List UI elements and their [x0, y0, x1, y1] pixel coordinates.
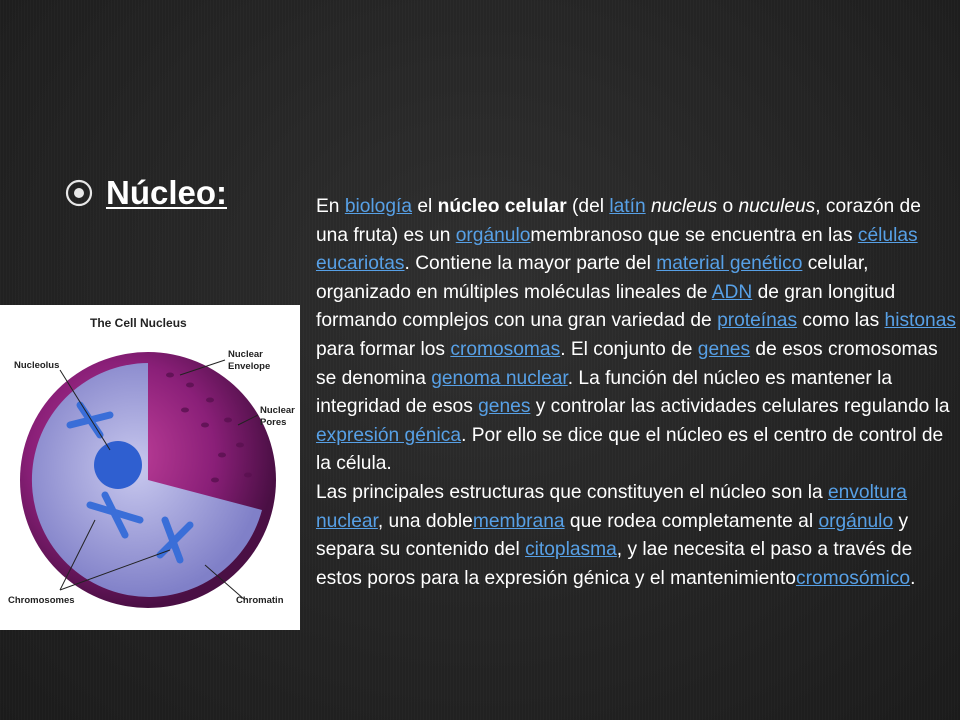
link-eucariotas[interactable]: eucariotas [316, 253, 405, 275]
link-organulo-2[interactable]: orgánulo [818, 510, 894, 532]
text-span: de esos cromosomas se denomina [316, 338, 938, 389]
link-cromosomico[interactable]: cromosómico [795, 567, 911, 589]
cell-nucleus-figure [0, 305, 300, 630]
text-span: celular, organizado en múltiples moléculas lineales de [316, 253, 869, 303]
italic-nucleus: nucleus [650, 196, 718, 217]
text-span: que rodea completamente al [564, 510, 819, 532]
link-celulas[interactable]: células [857, 224, 918, 246]
link-citoplasma[interactable]: citoplasma [525, 539, 617, 561]
label-nuclear-pores-2: Pores [260, 417, 287, 428]
link-membrana[interactable]: membrana [472, 510, 565, 532]
text-span: (del [566, 196, 610, 217]
figure-title: The Cell Nucleus [90, 316, 187, 330]
link-histonas[interactable]: histonas [884, 310, 956, 332]
label-chromatin: Chromatin [236, 595, 284, 606]
slide-title: Núcleo: [106, 174, 228, 211]
text-span: y separa su contenido del [316, 510, 909, 561]
text-span: . [910, 567, 916, 589]
text-span: Las principales estructuras que constituyen el núcleo son la [316, 481, 828, 503]
paragraph-2 [316, 479, 956, 593]
link-genes-2[interactable]: genes [478, 396, 531, 418]
label-nuclear-envelope-2: Envelope [228, 361, 271, 372]
link-latin[interactable]: latín [609, 196, 646, 217]
label-nuclear-envelope-1: Nuclear [228, 349, 263, 360]
text-span: membranoso que se encuentra en las [530, 224, 858, 246]
text-span: el [412, 196, 438, 217]
link-material-genetico[interactable]: material genético [656, 253, 803, 275]
slide-body-text [316, 193, 956, 593]
link-adn[interactable]: ADN [711, 281, 753, 303]
label-nuclear-pores-1: Nuclear [260, 405, 295, 416]
link-organulo[interactable]: orgánulo [455, 224, 531, 246]
label-nucleolus: Nucleolus [14, 360, 60, 371]
link-expresion-genica[interactable]: expresión génica [316, 424, 462, 446]
link-cromosomas[interactable]: cromosomas [450, 338, 561, 360]
text-span: , y lae necesita el paso a través de estos poros para la expresión génica y el mantenimiento [316, 539, 913, 589]
label-chromosomes: Chromosomes [8, 595, 75, 606]
italic-nuculeus: nuculeus [738, 196, 816, 217]
paragraph-1 [316, 193, 956, 479]
text-span: o [717, 196, 739, 217]
text-span: y controlar las actividades celulares regulando la [530, 396, 950, 418]
text-span: . El conjunto de [560, 338, 698, 360]
link-genoma-nuclear[interactable]: genoma nuclear [431, 367, 568, 389]
text-span: de gran longitud formando complejos con una gran variedad de [316, 281, 896, 332]
text-span: para formar los [316, 338, 451, 360]
link-envoltura-nuclear[interactable]: envoltura nuclear [316, 481, 907, 532]
link-biologia[interactable]: biología [344, 196, 413, 217]
bold-nucleo-celular: núcleo celular [437, 196, 567, 217]
text-span: , corazón de una fruta) es un [316, 196, 921, 246]
text-span: como las [797, 310, 885, 332]
cell-nucleus-diagram [0, 305, 300, 630]
target-circle-icon [64, 178, 94, 208]
link-genes-1[interactable]: genes [697, 338, 751, 360]
text-span: . Por ello se dice que el núcleo es el centro de control de la célula. [316, 424, 944, 475]
text-span: . La función del núcleo es mantener la integridad de esos [316, 367, 893, 418]
text-span: En [316, 196, 345, 217]
link-proteinas[interactable]: proteínas [717, 310, 798, 332]
text-span: . Contiene la mayor parte del [404, 253, 657, 275]
nucleolus-shape [94, 441, 142, 489]
text-span: , una doble [377, 510, 473, 532]
slide-title-row [64, 174, 227, 212]
